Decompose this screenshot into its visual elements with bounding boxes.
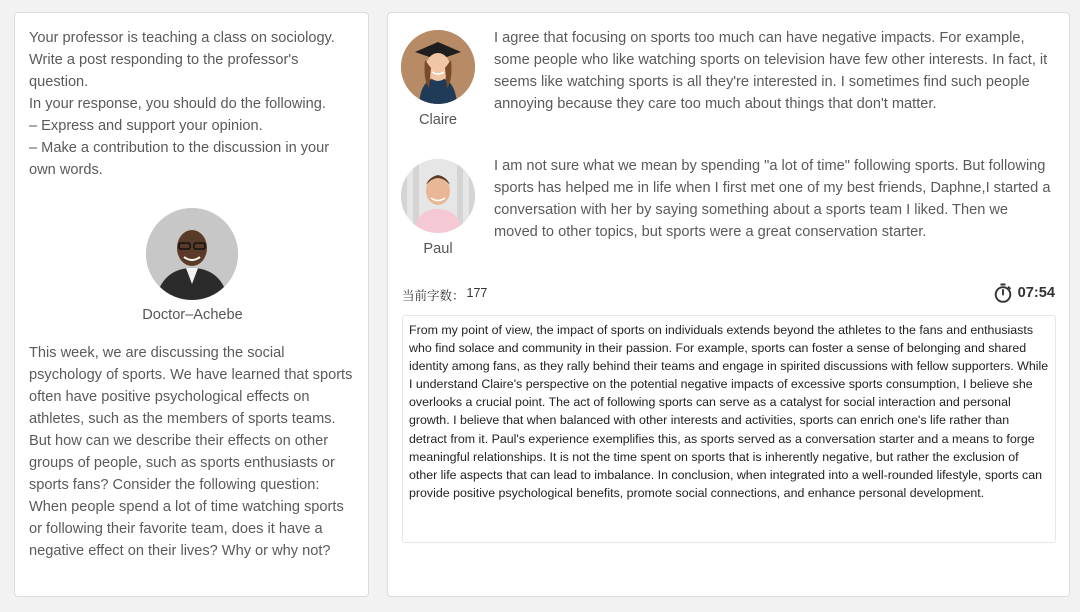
- student-post-paul: I am not sure what we mean by spending "a lot of time" following sports. But following sports has helped me in life when I first met one of my best friends, Daphne,I started a conversation with her by saying something about a sports team I liked. Then we moved to other topics, but sports were a great conservation starter.: [494, 158, 1051, 240]
- word-count-value: 177: [466, 286, 488, 300]
- task-instructions: Your professor is teaching a class on sociology. Write a post responding to the professor's question. In your response, you should do the following. – Express and support your opinion. – Make a contribution to the discussion in your own words.: [29, 30, 335, 178]
- professor-avatar: [146, 208, 238, 300]
- professor-question: This week, we are discussing the social psychology of sports. We have learned that sports often have positive psychological effects on athletes, such as the members of sports teams. But how can we describe their effects on other groups of people, such as sports enthusiasts or sports fans? Consider the following question: When people spend a lot of time watching sports or following their favorite team, does it have a negative effect on their lives? Why or why not?: [29, 345, 353, 559]
- prompt-panel: [14, 12, 369, 597]
- paul-avatar: [401, 159, 475, 233]
- countdown-timer: [993, 283, 1055, 303]
- student-name-claire: Claire: [418, 112, 458, 128]
- student-post-claire: I agree that focusing on sports too much can have negative impacts. For example, some people who like watching sports on television have few other interests. In fact, it seems like watching sports is all they're interested in. I sometimes find such people annoying because they care too much about things that don't matter.: [494, 30, 1048, 112]
- timer-value: 07:54: [1017, 285, 1055, 301]
- student-name-paul: Paul: [423, 241, 453, 257]
- discussion-panel: [387, 12, 1070, 597]
- claire-avatar: [401, 30, 475, 104]
- essay-textarea[interactable]: From my point of view, the impact of sports on individuals extends beyond the athletes to the fans and enthusiasts who find solace and community in their passion. For example, sports can foster a sense of belonging and shared identity among fans, as they rally behind their teams and engage in spirited discussions with fellow supporters. While I understand Claire's perspective on the potential negative impacts of excessive sports consumption, I believe she overlooks a crucial point. The act of following sports can serve as a catalyst for social interaction and personal growth. I believe that when balanced with other interests and activities, sports can enrich one's life rather than detract from it. Paul's experience exemplifies this, as sports served as a conversation starter and a means to forge meaningful relationships. It is not the time spent on sports that is inherently negative, but rather the exclusion of other life aspects that can lead to imbalance. In conclusion, when integrated into a well-rounded lifestyle, sports can provide positive psychological benefits, promote social connections, and enhance personal development.: [402, 315, 1056, 543]
- word-count: [402, 286, 487, 304]
- stopwatch-icon: [993, 283, 1013, 303]
- word-count-label: 当前字数：: [402, 289, 465, 303]
- professor-name: Doctor–Achebe: [142, 307, 243, 323]
